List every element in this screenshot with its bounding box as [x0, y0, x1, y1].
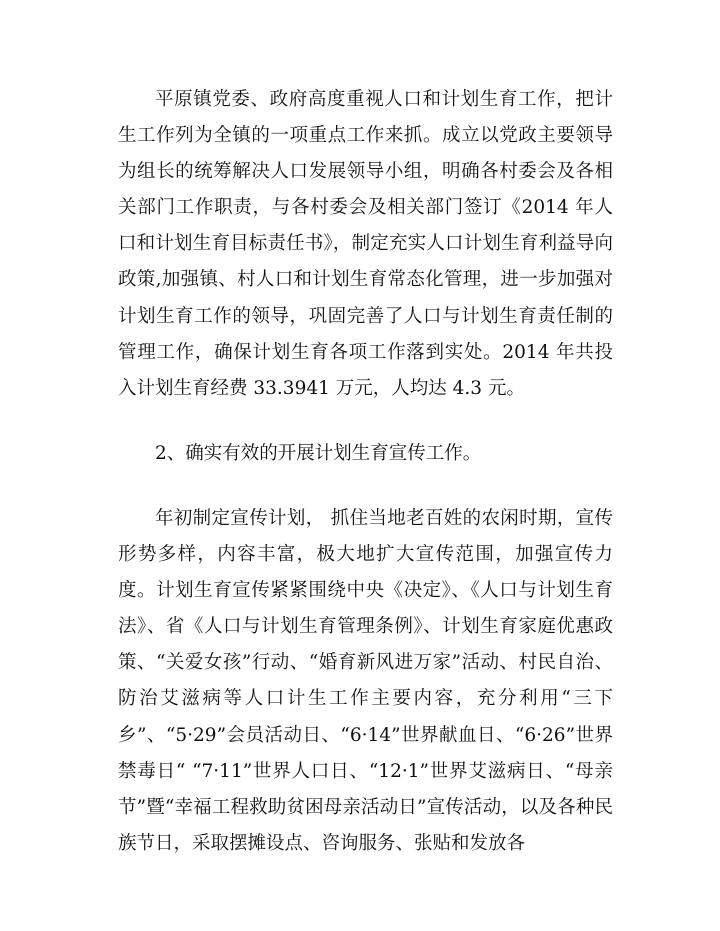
paragraph-family-planning-leadership: 平原镇党委、政府高度重视人口和计划生育工作，把计生工作列为全镇的一项重点工作来抓。成立以党政主要领导为组长的统筹解决人口发展领导小组，明确各村委会及各相关部门工作职责，与各村委会及相关部门签订《2014 年人口和计划生育目标责任书》，制定充实人口计划生育利益导向政策,加强镇、村人口和计划生育常态化管理，进一步加强对计划生育工作的领导，巩固完善了人口与计划生育责任制的管理工作，确保计划生育各项工作落到实处。2014 年共投入计划生育经费 33.3941 万元，人均达 4.3 元。: [118, 89, 613, 399]
section-heading-publicity: 2、确实有效的开展计划生育宣传工作。: [155, 442, 482, 464]
document-body: [118, 82, 613, 862]
paragraph-publicity-work: 年初制定宣传计划， 抓住当地老百姓的农闲时期，宣传形势多样，内容丰富，极大地扩大宣传范围，加强宣传力度。计划生育宣传紧紧围绕中央《决定》、《人口与计划生育法》、省《人口与计划生育管理条例》、计划生育家庭优惠政策、“关爱女孩”行动、“婚育新风进万家”活动、村民自治、防治艾滋病等人口计生工作主要内容，充分利用“三下乡”、“5·29”会员活动日、“6·14”世界献血日、“6·26”世界禁毒日“ “7·11”世界人口日、“12·1”世界艾滋病日、“母亲节”暨“幸福工程救助贫困母亲活动日”宣传活动，以及各种民族节日，采取摆摊设点、咨询服务、张贴和发放各: [118, 507, 613, 854]
